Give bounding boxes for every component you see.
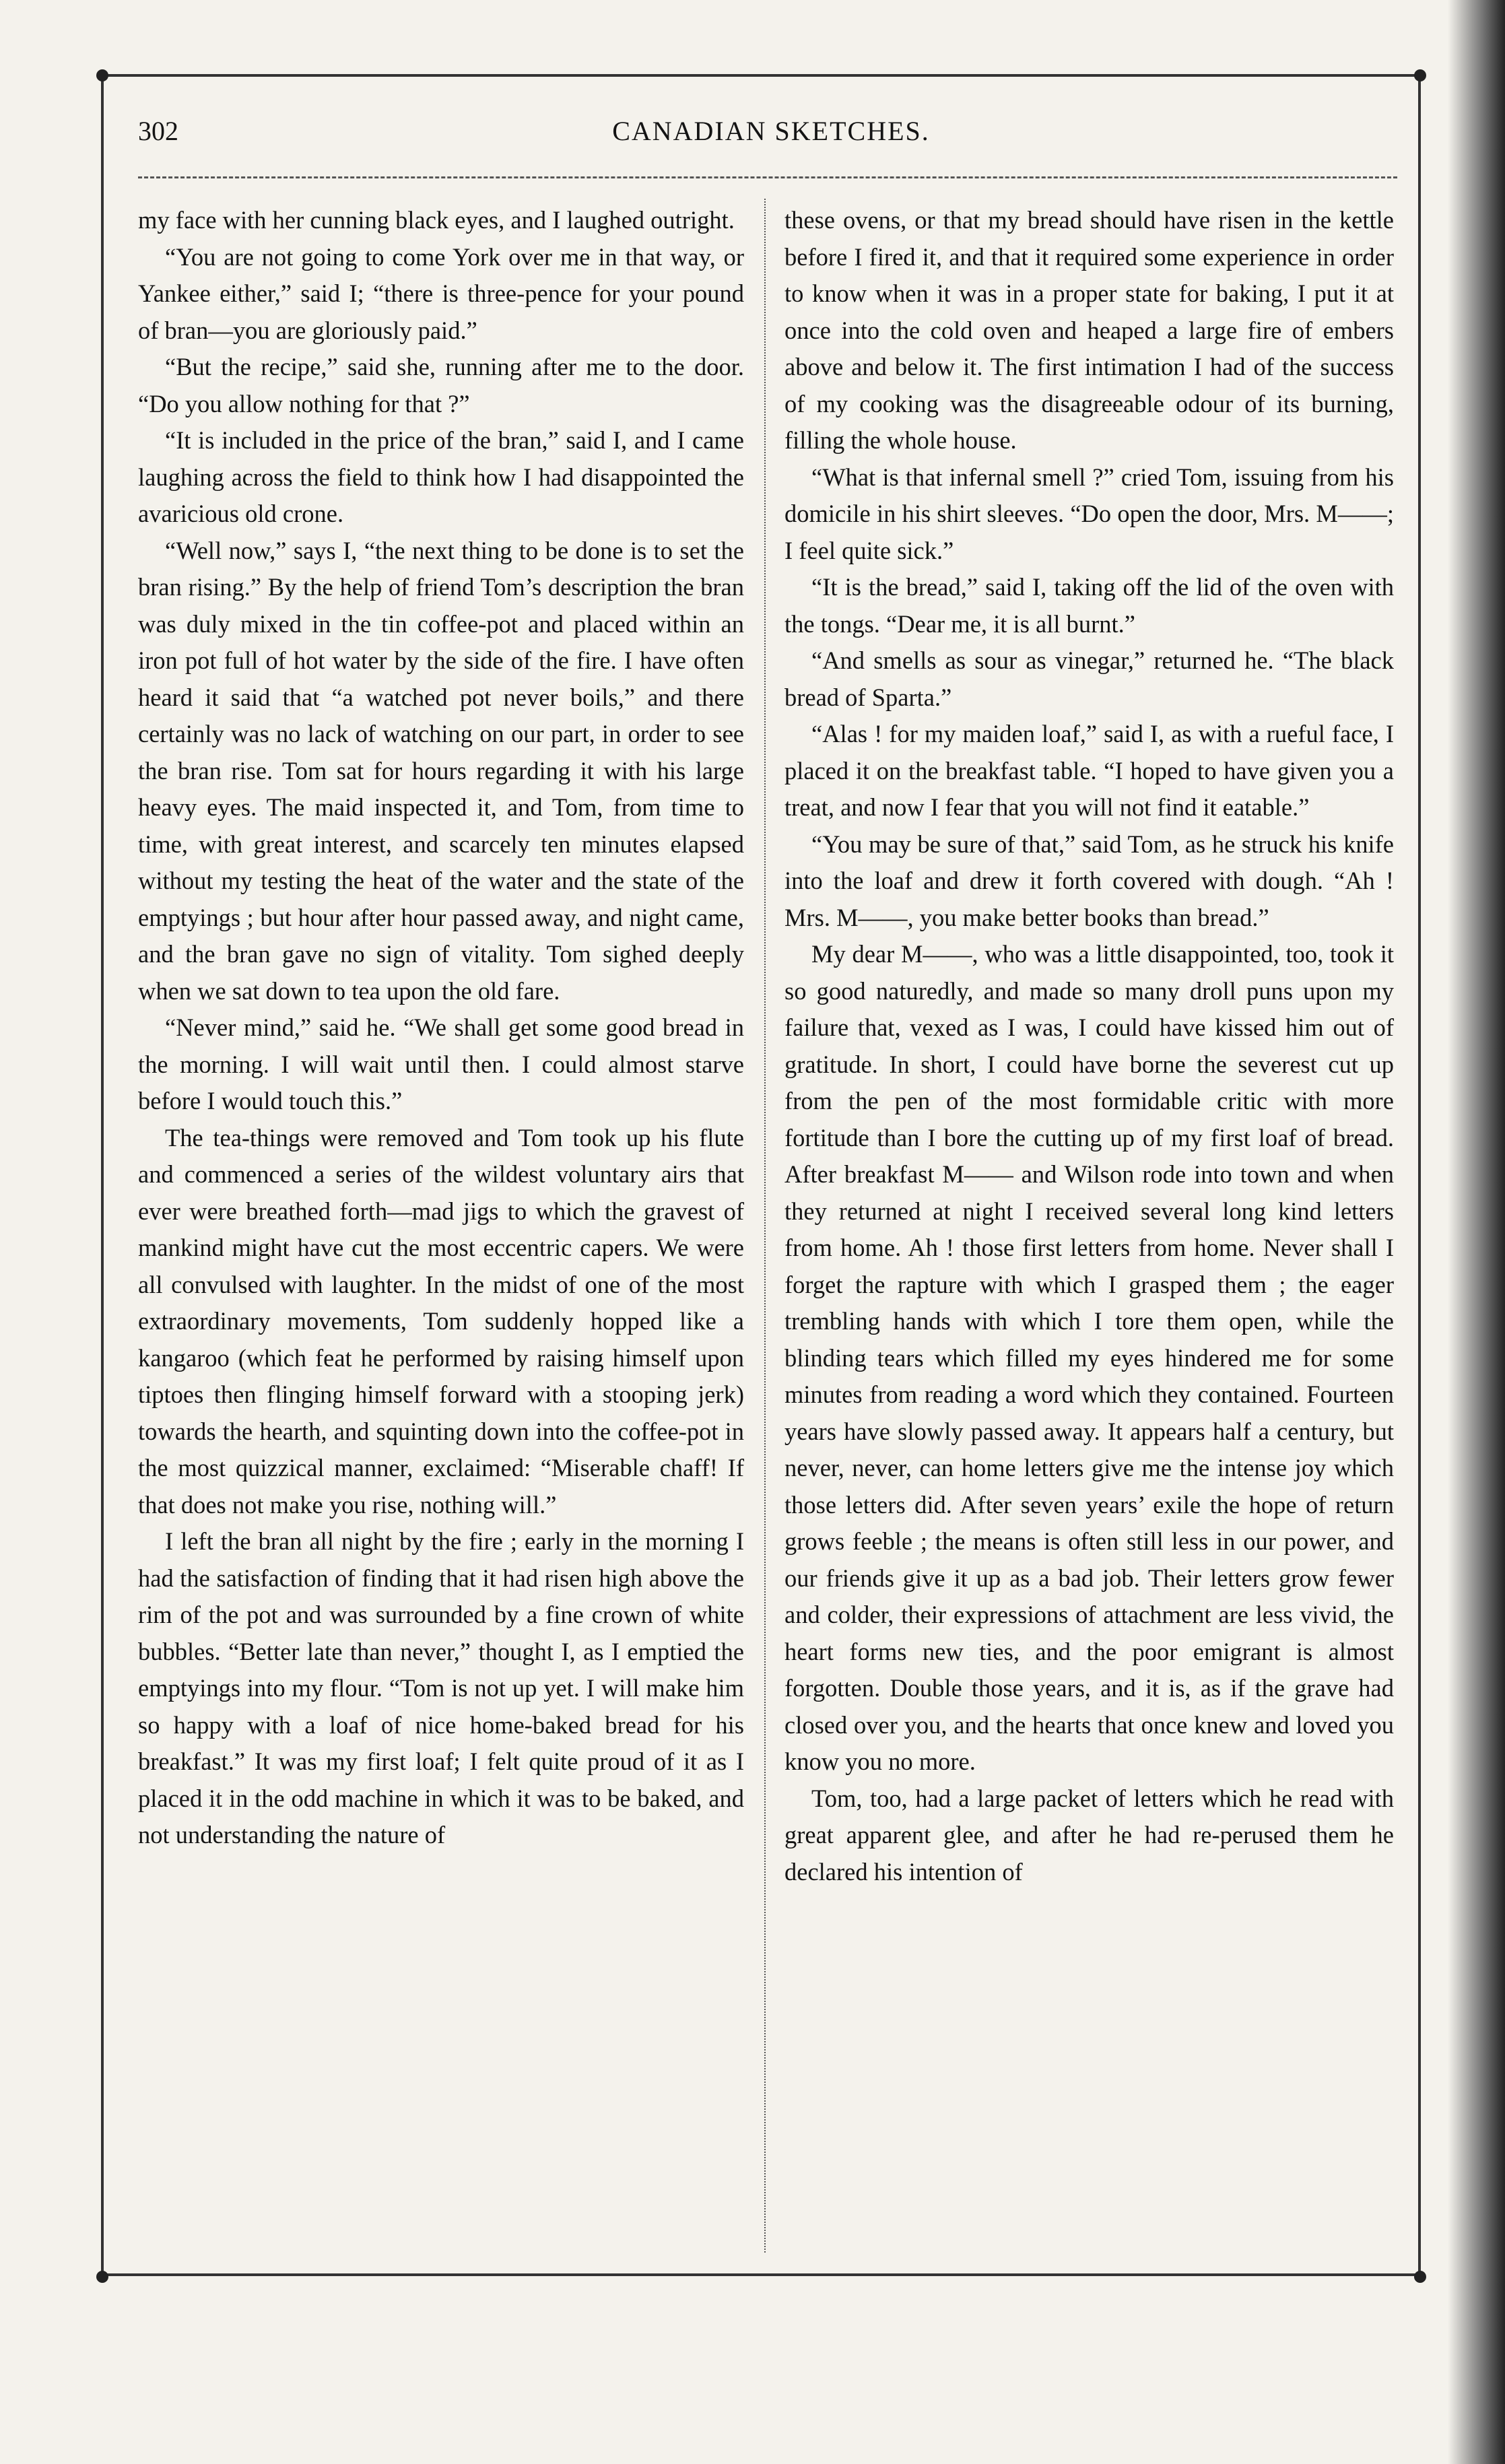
- paragraph: The tea-things were removed and Tom took up his flute and commenced a series of the wildest voluntary airs that ever were breathed forth—mad jigs to which the gravest of mankind might have cut the most eccentric capers. We were all convulsed with laughter. In the midst of one of the most extraordinary movements, Tom suddenly hopped like a kangaroo (which feat he performed by raising himself upon tiptoes then flinging himself forward with a stooping jerk) towards the hearth, and squinting down into the coffee-pot in the most quizzical manner, exclaimed: “Miserable chaff! If that does not make you rise, nothing will.”: [138, 1123, 744, 1519]
- right-column: [784, 202, 1394, 1890]
- paragraph: “It is the bread,” said I, taking off the lid of the oven with the tongs. “Dear me, it is all burnt.”: [784, 573, 1394, 638]
- paragraph: My dear M——, who was a little disappointed, too, took it so good naturedly, and made so many droll puns upon my failure that, vexed as I was, I could have kissed him out of gratitude. In short, I could have borne the severest cut up from the pen of the most formidable critic with more fortitude than I bore the cutting up of my first loaf of bread. After breakfast M—— and Wilson rode into town and when they returned at night I received several long kind letters from home. Ah ! those first letters from home. Never shall I forget the rapture with which I grasped them ; the eager trembling hands with which I tore them open, while the blinding tears which filled my eyes hindered me for some minutes from reading a word which they contained. Fourteen years have slowly passed away. It appears half a century, but never, never, can home letters give me the intense joy which those letters did. After seven years’ exile the hope of return grows feeble ; the means is often still less in our power, and our friends give it up as a bad job. Their letters grow fewer and colder, their expressions of attachment are less vivid, the heart forms new ties, and the poor emigrant is almost forgotten. Double those years, and it is, as if the grave had closed over you, and the hearts that once knew and loved you know you no more.: [784, 940, 1394, 1775]
- paragraph: “What is that infernal smell ?” cried Tom, issuing from his domicile in his shirt sleeves. “Do open the door, Mrs. M——; I feel quite sick.”: [784, 463, 1394, 564]
- header-rule: [138, 176, 1397, 178]
- column-divider: [764, 199, 766, 2253]
- paragraph: “You are not going to come York over me in that way, or Yankee either,” said I; “there is three-pence for your pound of bran—you are gloriously paid.”: [138, 242, 744, 344]
- paragraph: “But the recipe,” said she, running after me to the door. “Do you allow nothing for that ?”: [138, 353, 744, 418]
- paragraph: my face with her cunning black eyes, and I laughed outright.: [138, 206, 735, 234]
- paragraph: Tom, too, had a large packet of letters which he read with great apparent glee, and after he had re-perused them he declared his intention of: [784, 1784, 1394, 1886]
- paragraph: “Alas ! for my maiden loaf,” said I, as with a rueful face, I placed it on the breakfast table. “I hoped to have given you a treat, and now I fear that you will not find it eatable.”: [784, 720, 1394, 821]
- running-title: CANADIAN SKETCHES.: [612, 116, 930, 146]
- page-header: [118, 114, 1424, 162]
- paragraph: “Well now,” says I, “the next thing to be done is to set the bran rising.” By the help of friend Tom’s description the bran was duly mixed in the tin coffee-pot and placed within an iron pot full of hot water by the side of the fire. I have often heard it said that “a watched pot never boils,” and there certainly was no lack of watching on our part, in order to see the bran rise. Tom sat for hours regarding it with his large heavy eyes. The maid inspected it, and Tom, from time to time, with great interest, and scarcely ten minutes elapsed without my testing the heat of the water and the state of the emptyings ; but hour after hour passed away, and night came, and the bran gave no sign of vitality. Tom sighed deeply when we sat down to tea upon the old fare.: [138, 536, 744, 1005]
- paragraph: “You may be sure of that,” said Tom, as he struck his knife into the loaf and drew it forth covered with dough. “Ah ! Mrs. M——, you make better books than bread.”: [784, 830, 1394, 931]
- border-ornament-icon: [96, 2271, 108, 2283]
- paragraph: “And smells as sour as vinegar,” returned he. “The black bread of Sparta.”: [784, 646, 1394, 711]
- border-ornament-icon: [1414, 69, 1426, 81]
- border-ornament-icon: [96, 69, 108, 81]
- paragraph: “Never mind,” said he. “We shall get some good bread in the morning. I will wait until then. I could almost starve before I would touch this.”: [138, 1013, 744, 1114]
- left-column: [138, 202, 744, 1854]
- page-number: 302: [138, 116, 178, 146]
- paragraph: I left the bran all night by the fire ; early in the morning I had the satisfaction of finding that it had risen high above the rim of the pot and was surrounded by a fine crown of white bubbles. “Better late than never,” thought I, as I emptied the emptyings into my flour. “Tom is not up yet. I will make him so happy with a loaf of nice home-baked bread for his breakfast.” It was my first loaf; I felt quite proud of it as I placed it in the odd machine in which it was to be baked, and not understanding the nature of: [138, 1527, 744, 1849]
- paragraph: “It is included in the price of the bran,” said I, and I came laughing across the field to think how I had disappointed the avaricious old crone.: [138, 426, 744, 527]
- border-ornament-icon: [1414, 2271, 1426, 2283]
- paragraph: these ovens, or that my bread should have risen in the kettle before I fired it, and that it required some experience in order to know when it was in a proper state for baking, I put it at once into the cold oven and heaped a large fire of embers above and below it. The first intimation I had of the success of my cooking was the disagreeable odour of its burning, filling the whole house.: [784, 206, 1394, 454]
- book-spine-shadow: [1448, 0, 1505, 2464]
